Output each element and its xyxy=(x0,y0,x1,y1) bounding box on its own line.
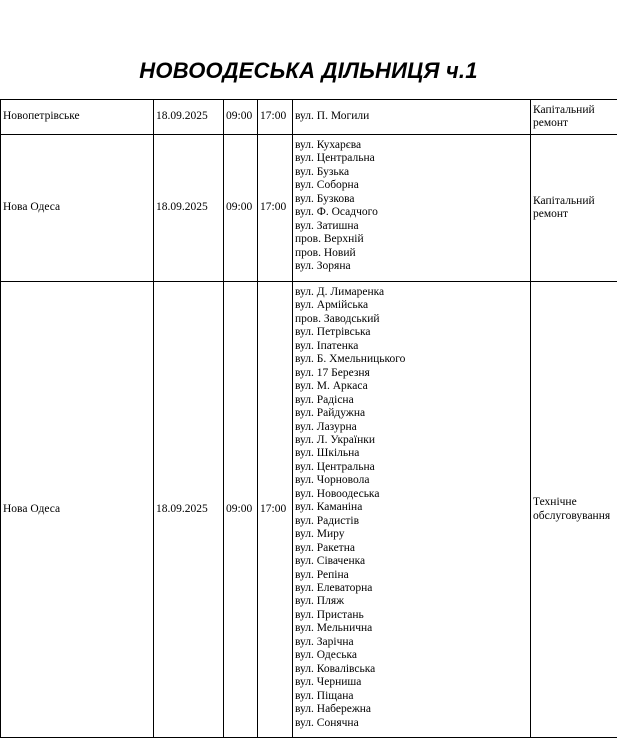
settlement-cell: Нова Одеса xyxy=(1,282,154,738)
street-item: вул. Радистів xyxy=(295,515,530,528)
start-time-cell: 09:00 xyxy=(224,100,258,135)
street-item: вул. Ф. Осадчого xyxy=(295,206,530,219)
street-item: вул. Л. Українки xyxy=(295,434,530,447)
date-cell: 18.09.2025 xyxy=(154,100,224,135)
table-row xyxy=(1,282,617,738)
street-item: вул. Одеська xyxy=(295,649,530,662)
work-type-cell: Капітальний ремонт xyxy=(531,135,617,282)
street-item: вул. Репіна xyxy=(295,569,530,582)
streets-cell xyxy=(293,100,531,135)
street-item: вул. Зарічна xyxy=(295,636,530,649)
end-time-cell: 17:00 xyxy=(258,282,293,738)
street-item: вул. Каманіна xyxy=(295,501,530,514)
street-item: вул. Петрівська xyxy=(295,326,530,339)
street-item: вул. Набережна xyxy=(295,703,530,716)
street-item: вул. Центральна xyxy=(295,461,530,474)
settlement-cell: Нова Одеса xyxy=(1,135,154,282)
streets-cell xyxy=(293,135,531,282)
street-item: вул. Черниша xyxy=(295,676,530,689)
street-item: вул. Іпатенка xyxy=(295,340,530,353)
street-item: вул. Армійська xyxy=(295,299,530,312)
street-item: вул. Чорновола xyxy=(295,474,530,487)
street-item: вул. П. Могили xyxy=(295,110,530,123)
street-item: пров. Новий xyxy=(295,247,530,260)
street-item: вул. Б. Хмельницького xyxy=(295,353,530,366)
settlement-cell: Новопетрівське xyxy=(1,100,154,135)
end-time-cell: 17:00 xyxy=(258,100,293,135)
date-cell: 18.09.2025 xyxy=(154,135,224,282)
street-item: вул. М. Аркаса xyxy=(295,380,530,393)
street-item: вул. Пляж xyxy=(295,595,530,608)
work-type-cell: Технічне обслуговування xyxy=(531,282,617,738)
street-item: вул. Затишна xyxy=(295,220,530,233)
street-item: вул. Новоодеська xyxy=(295,488,530,501)
table-row xyxy=(1,100,617,135)
street-item: вул. Д. Лимаренка xyxy=(295,286,530,299)
page-title: НОВООДЕСЬКА ДІЛЬНИЦЯ ч.1 xyxy=(0,57,617,85)
street-item: вул. 17 Березня xyxy=(295,367,530,380)
streets-cell xyxy=(293,282,531,738)
work-type-cell: Капітальний ремонт xyxy=(531,100,617,135)
street-item: вул. Елеваторна xyxy=(295,582,530,595)
street-item: пров. Верхній xyxy=(295,233,530,246)
street-item: вул. Ракетна xyxy=(295,542,530,555)
street-item: вул. Соборна xyxy=(295,179,530,192)
street-item: вул. Ковалівська xyxy=(295,663,530,676)
street-item: вул. Радісна xyxy=(295,394,530,407)
street-item: вул. Бузкова xyxy=(295,193,530,206)
street-item: вул. Шкільна xyxy=(295,447,530,460)
street-item: вул. Бузька xyxy=(295,166,530,179)
table-row xyxy=(1,135,617,282)
street-item: вул. Сіваченка xyxy=(295,555,530,568)
street-item: вул. Мельнична xyxy=(295,622,530,635)
date-cell: 18.09.2025 xyxy=(154,282,224,738)
street-item: вул. Кухарєва xyxy=(295,139,530,152)
street-item: вул. Центральна xyxy=(295,152,530,165)
start-time-cell: 09:00 xyxy=(224,282,258,738)
start-time-cell: 09:00 xyxy=(224,135,258,282)
outage-schedule-table xyxy=(0,99,617,738)
street-item: вул. Зоряна xyxy=(295,260,530,273)
street-item: вул. Лазурна xyxy=(295,421,530,434)
street-item: пров. Заводський xyxy=(295,313,530,326)
street-item: вул. Райдужна xyxy=(295,407,530,420)
street-item: вул. Миру xyxy=(295,528,530,541)
end-time-cell: 17:00 xyxy=(258,135,293,282)
street-item: вул. Піщана xyxy=(295,690,530,703)
street-item: вул. Пристань xyxy=(295,609,530,622)
street-item: вул. Сонячна xyxy=(295,717,530,730)
